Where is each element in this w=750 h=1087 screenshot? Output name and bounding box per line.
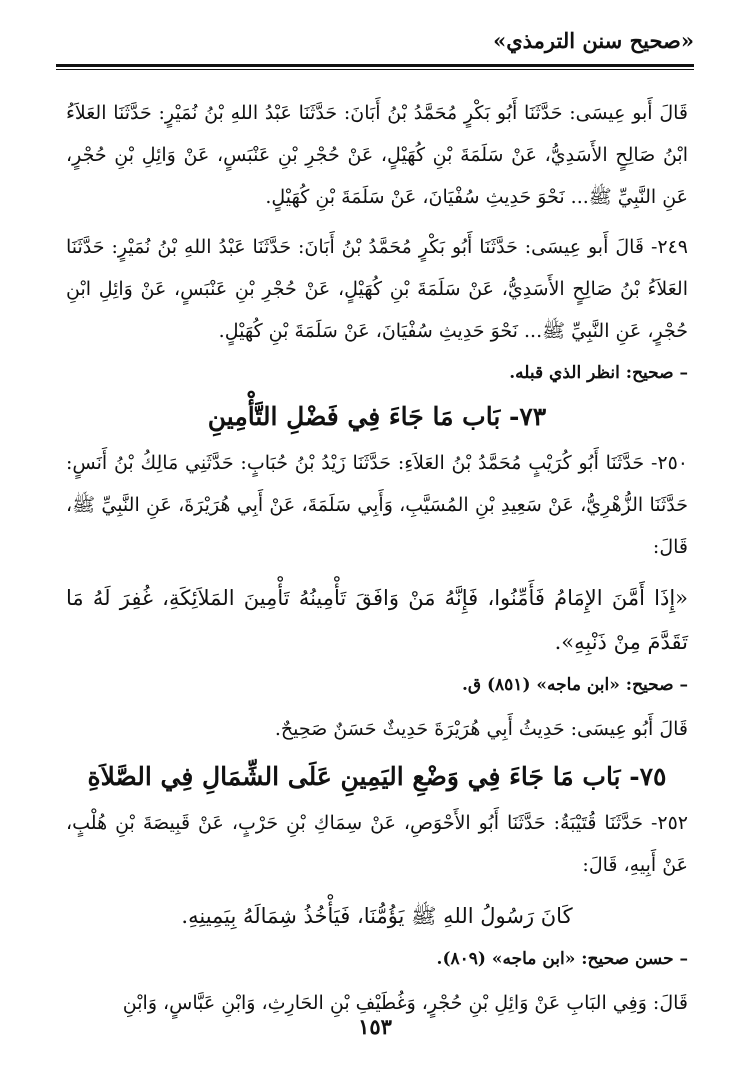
chapter-references: قَالَ: وَفِي البَابِ عَنْ وَائِلِ بْنِ حُجْرٍ، وَغُطَيْفِ بْنِ الحَارِثِ، وَابْنِ عَبَّاسٍ، وَابْنِ — [122, 992, 688, 1014]
header-rule-thin — [56, 69, 694, 70]
hadith-grade: – حسن صحيح: «ابن ماجه» (٨٠٩). — [436, 949, 688, 969]
hadith-quote: كَانَ رَسُولُ اللهِ ﷺ يَؤُمُّنَا، فَيَأْخُذُ شِمَالَهُ بِيَمِينِهِ. — [181, 904, 573, 928]
chapter-heading-75: ٧٥- بَاب مَا جَاءَ فِي وَضْعِ اليَمِينِ عَلَى الشِّمَالِ فِي الصَّلاَةِ — [87, 762, 667, 791]
page-header — [56, 28, 694, 70]
page-number: ١٥٣ — [358, 1014, 392, 1039]
hadith-quote: «إِذَا أَمَّنَ الإِمَامُ فَأَمِّنُوا، فَإِنَّهُ مَنْ وَافَقَ تَأْمِينُهُ تَأْمِينَ المَلاَئِكَةِ، غُفِرَ لَهُ مَا تَقَدَّمَ مِنْ ذَنْبِهِ». — [66, 586, 688, 654]
hadith-isnad-paragraph: قَالَ أَبو عِيسَى: حَدَّثَنَا أَبُو بَكْرٍ مُحَمَّدُ بْنُ أَبَانَ: حَدَّثَنَا عَبْدُ اللهِ بْنُ نُمَيْرٍ: حَدَّثَنَا العَلاَءُ ابْنُ صَالِحٍ الأَسَدِيُّ، عَنْ سَلَمَةَ بْنِ كُهَيْلٍ، عَنْ حُجْرِ بْنِ عَنْبَسٍ، عَنْ وَائِلِ بْنِ حُجْرٍ، عَنِ النَّبِيِّ ﷺ... نَحْوَ حَدِيثِ سُفْيَانَ، عَنْ سَلَمَةَ بْنِ كُهَيْلٍ. — [66, 102, 688, 208]
hadith-250: ٢٥٠- حَدَّثَنَا أَبُو كُرَيْبٍ مُحَمَّدُ بْنُ العَلاَءِ: حَدَّثَنَا زَيْدُ بْنُ حُبَابٍ: حَدَّثَنِي مَالِكُ بْنُ أَنَسٍ: حَدَّثَنَا الزُّهْرِيُّ، عَنْ سَعِيدِ بْنِ المُسَيَّبِ، وَأَبِي سَلَمَةَ، عَنْ أَبِي هُرَيْرَةَ، عَنِ النَّبِيِّ ﷺ، قَالَ: — [66, 452, 688, 558]
hadith-252: ٢٥٢- حَدَّثَنَا قُتَيْبَةُ: حَدَّثَنَا أَبُو الأَحْوَصِ، عَنْ سِمَاكِ بْنِ حَرْبٍ، عَنْ قَبِيصَةَ بْنِ هُلْبٍ، عَنْ أَبِيهِ، قَالَ: — [66, 812, 688, 876]
header-rule-thick — [56, 64, 694, 67]
hadith-grade: – صحيح: انظر الذي قبله. — [509, 363, 688, 383]
running-title: «صحيح سنن الترمذي» — [493, 28, 694, 53]
page-body — [66, 92, 688, 1024]
hadith-grade: – صحيح: «ابن ماجه» (٨٥١) ق. — [461, 675, 688, 695]
chapter-heading-73: ٧٣- بَاب مَا جَاءَ فِي فَضْلِ التَّأْمِينِ — [207, 402, 547, 431]
hadith-249: ٢٤٩- قَالَ أَبو عِيسَى: حَدَّثَنَا أَبُو بَكْرٍ مُحَمَّدُ بْنُ أَبَانَ: حَدَّثَنَا عَبْدُ اللهِ بْنُ نُمَيْرٍ: حَدَّثَنَا العَلاَءُ بْنُ صَالِحٍ الأَسَدِيُّ، عَنْ سَلَمَةَ بْنِ كُهَيْلٍ، عَنْ حُجْرِ بْنِ عَنْبَسٍ، عَنْ وَائِلِ ابْنِ حُجْرٍ، عَنِ النَّبِيِّ ﷺ... نَحْوَ حَدِيثِ سُفْيَانَ، عَنْ سَلَمَةَ بْنِ كُهَيْلٍ. — [66, 236, 688, 342]
tirmidhi-comment: قَالَ أَبُو عِيسَى: حَدِيثُ أَبِي هُرَيْرَةَ حَدِيثٌ حَسَنٌ صَحِيحٌ. — [274, 718, 688, 740]
